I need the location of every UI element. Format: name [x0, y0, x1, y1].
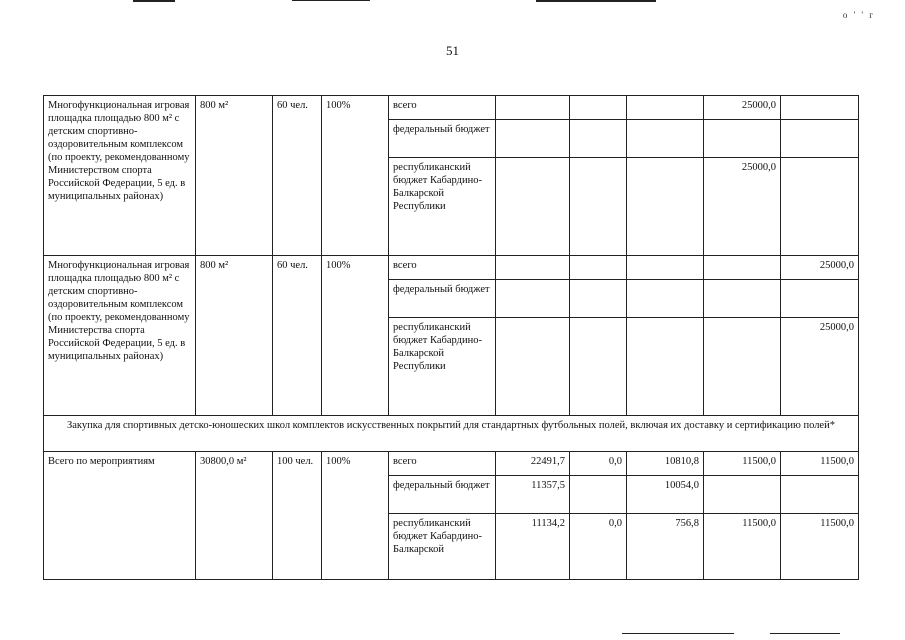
area-cell: 800 м² [196, 96, 273, 256]
value-cell: 11500,0 [704, 514, 781, 580]
percent-cell: 100% [322, 256, 389, 416]
value-cell [627, 96, 704, 120]
value-cell [627, 318, 704, 416]
value-cell: 0,0 [570, 514, 627, 580]
people-cell: 100 чел. [273, 452, 322, 580]
value-cell [570, 96, 627, 120]
value-cell [627, 256, 704, 280]
area-cell: 30800,0 м² [196, 452, 273, 580]
value-cell [704, 318, 781, 416]
page-number: 51 [446, 43, 459, 58]
value-cell [570, 476, 627, 514]
people-cell: 60 чел. [273, 256, 322, 416]
value-cell [704, 120, 781, 158]
value-cell [496, 96, 570, 120]
value-cell: 756,8 [627, 514, 704, 580]
value-cell [570, 158, 627, 256]
value-cell [704, 256, 781, 280]
value-cell [496, 120, 570, 158]
value-cell: 22491,7 [496, 452, 570, 476]
funding-source-cell: федеральный бюджет [389, 280, 496, 318]
bottom-rule-right [770, 633, 840, 634]
percent-cell: 100% [322, 452, 389, 580]
table-row [44, 452, 859, 476]
value-cell [781, 96, 859, 120]
value-cell: 25000,0 [704, 158, 781, 256]
top-rule-left [133, 0, 175, 2]
funding-source-cell: всего [389, 452, 496, 476]
value-cell: 11357,5 [496, 476, 570, 514]
value-cell: 25000,0 [704, 96, 781, 120]
funding-source-cell: федеральный бюджет [389, 120, 496, 158]
value-cell [496, 318, 570, 416]
value-cell [627, 158, 704, 256]
value-cell [627, 120, 704, 158]
table-row [44, 256, 859, 280]
value-cell [570, 318, 627, 416]
top-rule-right [536, 0, 656, 2]
value-cell: 25000,0 [781, 256, 859, 280]
value-cell [570, 256, 627, 280]
value-cell: 10054,0 [627, 476, 704, 514]
value-cell: 11500,0 [704, 452, 781, 476]
value-cell: 10810,8 [627, 452, 704, 476]
bottom-rule-left [622, 633, 734, 634]
budget-table [43, 95, 859, 580]
value-cell [496, 256, 570, 280]
funding-source-cell: федеральный бюджет [389, 476, 496, 514]
table-row [44, 96, 859, 120]
top-rule-middle [292, 0, 370, 1]
people-cell: 60 чел. [273, 96, 322, 256]
value-cell [496, 158, 570, 256]
funding-source-cell: республиканский бюджет Кабардино-Балкарской Республики [389, 158, 496, 256]
value-cell [781, 280, 859, 318]
corner-mark: о ' ' г [842, 10, 875, 20]
percent-cell: 100% [322, 96, 389, 256]
value-cell [781, 120, 859, 158]
funding-source-cell: республиканский бюджет Кабардино-Балкарской [389, 514, 496, 580]
value-cell [570, 280, 627, 318]
value-cell [704, 476, 781, 514]
table-row [44, 416, 859, 452]
totals-name-cell: Всего по мероприятиям [44, 452, 196, 580]
value-cell: 25000,0 [781, 318, 859, 416]
value-cell [627, 280, 704, 318]
facility-name-cell: Многофункциональная игровая площадка площадью 800 м² с детским спортивно-оздоровительным комплексом (по проекту, рекомендованному Министерства спорта Российской Федерации, 5 ед. в муниципальных районах) [44, 256, 196, 416]
value-cell: 11134,2 [496, 514, 570, 580]
value-cell: 11500,0 [781, 452, 859, 476]
funding-source-cell: всего [389, 256, 496, 280]
value-cell: 11500,0 [781, 514, 859, 580]
area-cell: 800 м² [196, 256, 273, 416]
value-cell [781, 158, 859, 256]
funding-source-cell: республиканский бюджет Кабардино-Балкарской Республики [389, 318, 496, 416]
section-heading: Закупка для спортивных детско-юношеских школ комплектов искусственных покрытий для стандартных футбольных полей, включая их доставку и сертификацию полей* [44, 416, 859, 452]
funding-source-cell: всего [389, 96, 496, 120]
value-cell [496, 280, 570, 318]
value-cell [704, 280, 781, 318]
facility-name-cell: Многофункциональная игровая площадка площадью 800 м² с детским спортивно-оздоровительным комплексом (по проекту, рекомендованному Министерством спорта Российской Федерации, 5 ед. в муниципальных районах) [44, 96, 196, 256]
value-cell [781, 476, 859, 514]
value-cell: 0,0 [570, 452, 627, 476]
value-cell [570, 120, 627, 158]
